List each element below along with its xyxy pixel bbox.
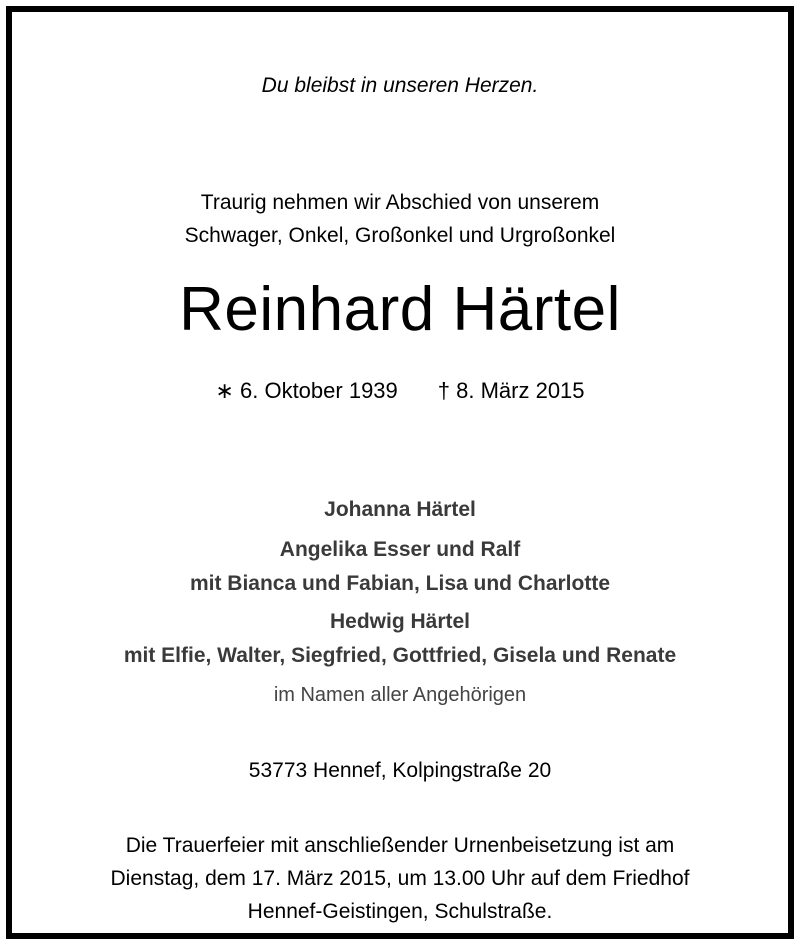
service-line-1: Die Trauerfeier mit anschließender Urnenbeisetzung ist am (125, 834, 675, 857)
mourner-line: mit Elfie, Walter, Siegfried, Gottfried, Gisela und Renate (123, 644, 677, 667)
on-behalf-text: im Namen aller Angehörigen (273, 684, 527, 706)
service-line-3: Hennef-Geistingen, Schulstraße. (247, 900, 553, 923)
service-info (12, 829, 788, 928)
obituary-frame (6, 6, 794, 939)
address: 53773 Hennef, Kolpingstraße 20 (248, 759, 552, 782)
deceased-name: Reinhard Härtel (179, 275, 621, 344)
mourner-line: Johanna Härtel (324, 498, 476, 521)
death-date: † 8. März 2015 (437, 378, 585, 403)
mourner-line: Hedwig Härtel (329, 610, 471, 633)
mourner-line: mit Bianca und Fabian, Lisa und Charlotte (189, 572, 611, 595)
mourner-line: Angelika Esser und Ralf (279, 538, 521, 561)
motto: Du bleibst in unseren Herzen. (261, 74, 539, 97)
life-dates (12, 378, 788, 404)
birth-date: ∗ 6. Oktober 1939 (215, 378, 398, 403)
intro-text (12, 186, 788, 252)
service-line-2: Dienstag, dem 17. März 2015, um 13.00 Uhr auf dem Friedhof (110, 867, 690, 890)
intro-line-2: Schwager, Onkel, Großonkel und Urgroßonkel (184, 224, 616, 247)
intro-line-1: Traurig nehmen wir Abschied von unserem (200, 191, 600, 214)
